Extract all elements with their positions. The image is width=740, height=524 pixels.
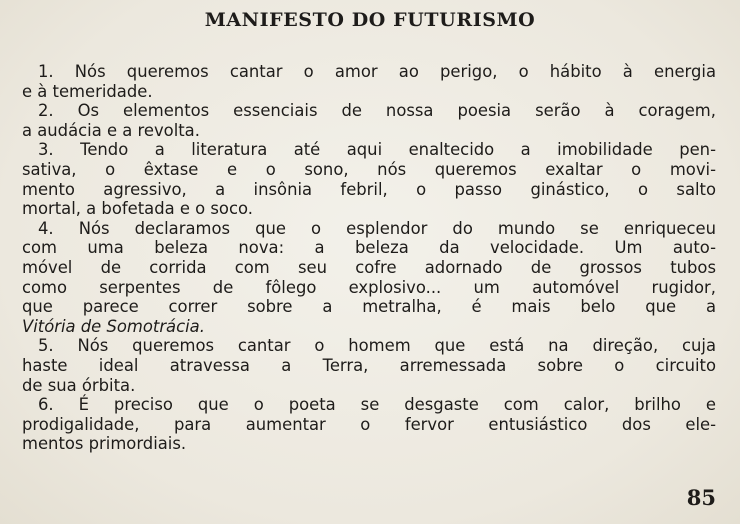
text-line: Vitória de Somotrácia. xyxy=(22,316,205,336)
text-line: mortal, a bofetada e o soco. xyxy=(22,199,253,219)
text-line: como serpentes de fôlego explosivo... um automóvel rugidor, xyxy=(22,277,716,297)
text-line: 4. Nós declaramos que o esplendor do mundo se enriqueceu xyxy=(38,218,716,238)
text-line: prodigalidade, para aumentar o fervor entusiástico dos ele- xyxy=(22,414,716,434)
text-line: 2. Os elementos essenciais de nossa poesia serão à coragem, xyxy=(38,101,716,121)
manifesto-text xyxy=(22,62,716,454)
text-line: 6. É preciso que o poeta se desgaste com calor, brilho e xyxy=(38,395,716,415)
text-line: 1. Nós queremos cantar o amor ao perigo, o hábito à energia xyxy=(38,62,716,81)
text-line: de sua órbita. xyxy=(22,375,136,395)
text-line: com uma beleza nova: a beleza da velocidade. Um auto- xyxy=(22,238,716,258)
text-line: mento agressivo, a insônia febril, o passo ginástico, o salto xyxy=(22,179,716,199)
page-title: MANIFESTO DO FUTURISMO xyxy=(204,9,536,31)
text-line: e à temeridade. xyxy=(22,81,153,101)
text-line: que parece correr sobre a metralha, é mais belo que a xyxy=(22,297,716,317)
text-line: móvel de corrida com seu cofre adornado de grossos tubos xyxy=(22,257,716,277)
page-number: 85 xyxy=(686,485,716,510)
text-line: mentos primordiais. xyxy=(22,434,187,454)
text-line: a audácia e a revolta. xyxy=(22,120,200,140)
text-line: sativa, o êxtase e o sono, nós queremos exaltar o movi- xyxy=(22,159,716,179)
text-line: 5. Nós queremos cantar o homem que está na direção, cuja xyxy=(38,336,716,356)
text-line: 3. Tendo a literatura até aqui enaltecido a imobilidade pen- xyxy=(38,140,716,160)
text-line: haste ideal atravessa a Terra, arremessada sobre o circuito xyxy=(22,355,716,375)
